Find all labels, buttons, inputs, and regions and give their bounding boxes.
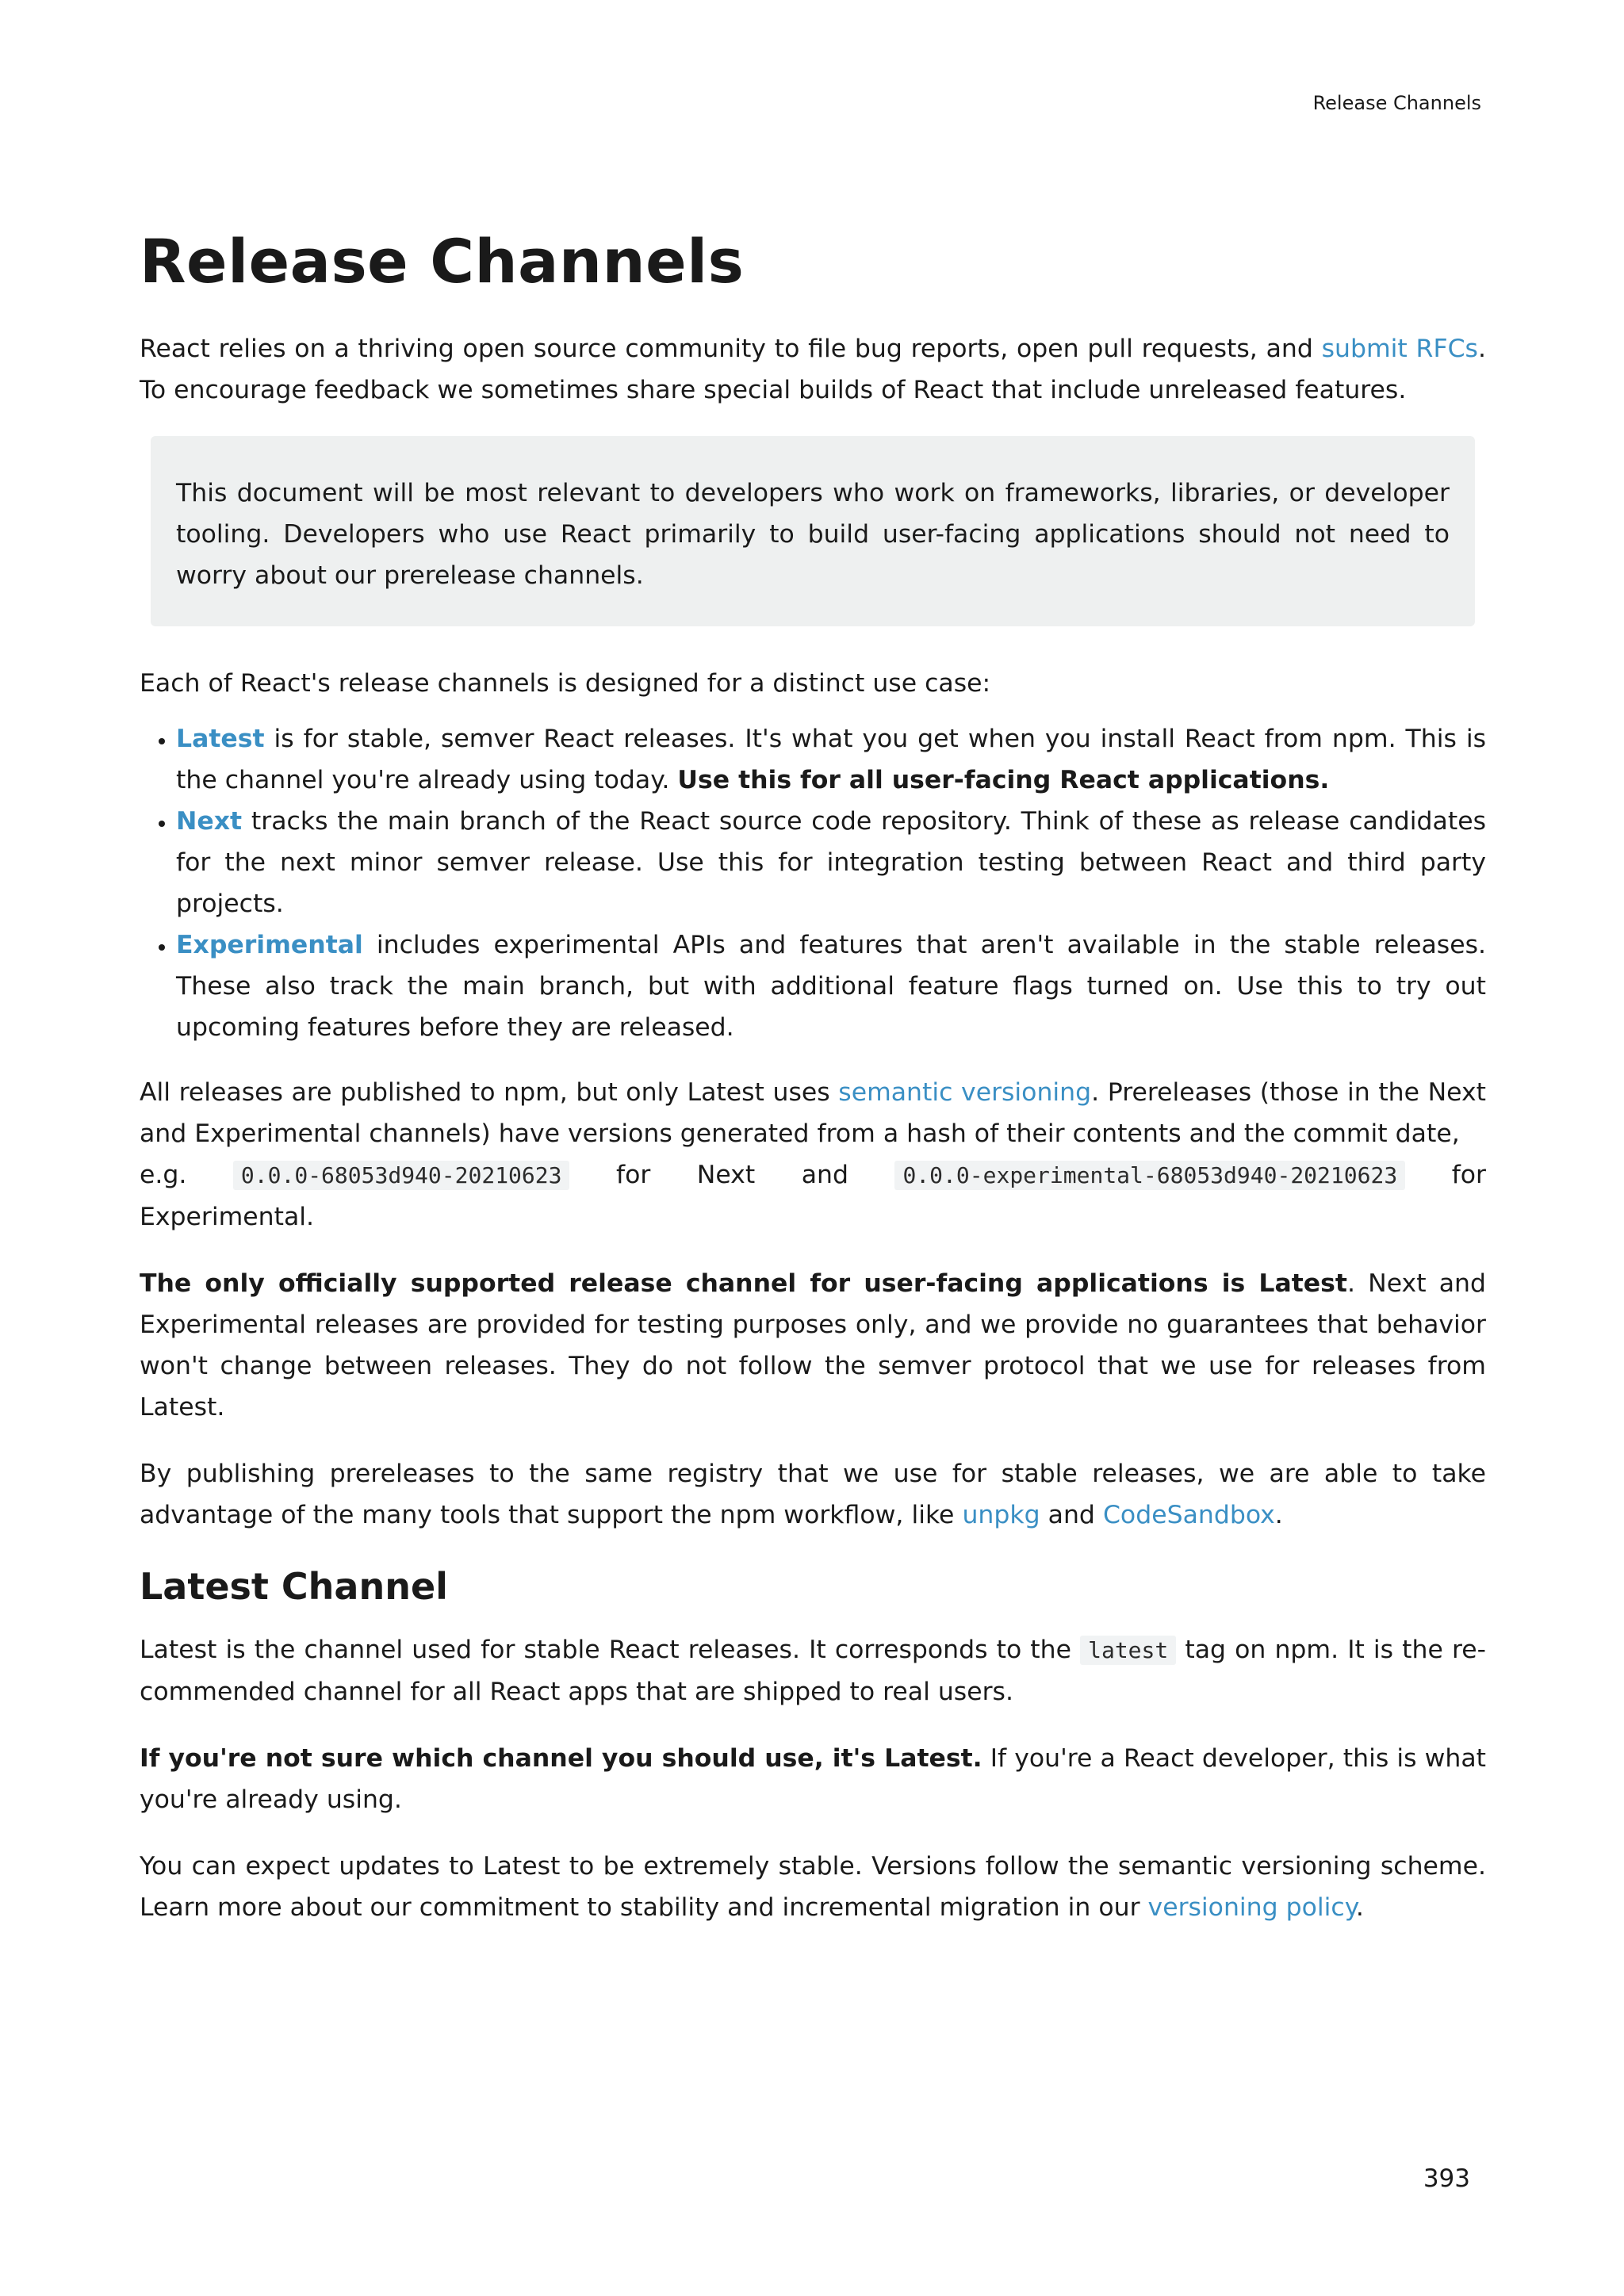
- intro-paragraph: [140, 328, 1486, 411]
- experimental-description: includes experimental APIs and features that aren't available in the stable releases. These also track the main branch, but with additional feature flags turned on. Use this to try out upcoming features before they are released.: [176, 931, 1486, 1042]
- channels-list: [140, 718, 1486, 1048]
- support-emphasis: The only officially supported release channel for user-facing applications is Latest: [140, 1269, 1347, 1298]
- latest-p2-emphasis: If you're not sure which channel you should use, it's Latest.: [140, 1744, 982, 1773]
- next-version-code: 0.0.0-68053d940-20210623: [233, 1161, 570, 1190]
- note-callout: [151, 436, 1475, 626]
- latest-channel-heading: Latest Channel: [140, 1565, 448, 1608]
- versions-text-2: . Prereleases (those in the Next and Experimental channels) have versions generated from a hash of their contents and the commit date,: [140, 1078, 1486, 1148]
- semantic-versioning-link[interactable]: semantic versioning: [838, 1078, 1092, 1107]
- channels-intro: Each of React's release channels is designed for a distinct use case:: [140, 669, 991, 698]
- latest-p1-text: Latest is the channel used for stable React releases. It corresponds to the: [140, 1636, 1081, 1664]
- support-text: . Next and Experimental releases are provided for testing purposes only, and we provide no guarantees that behavior won't change between releases. They do not follow the semver protocol that we use for releases from Latest.: [140, 1269, 1486, 1422]
- unpkg-link[interactable]: unpkg: [962, 1501, 1040, 1529]
- page-number: 393: [1423, 2164, 1470, 2193]
- experimental-version-code: 0.0.0-experimental-68053d940-20210623: [894, 1161, 1405, 1190]
- submit-rfcs-link[interactable]: submit RFCs: [1321, 335, 1478, 363]
- registry-paragraph: [140, 1453, 1486, 1536]
- intro-text-end: . To encourage feedback we sometimes share special builds of React that include unreleased features.: [140, 335, 1486, 404]
- list-item-next: [176, 801, 1486, 924]
- intro-text: React relies on a thriving open source community to file bug reports, open pull requests, and: [140, 335, 1322, 363]
- registry-and: and: [1040, 1501, 1103, 1529]
- codesandbox-link[interactable]: CodeSandbox: [1102, 1501, 1275, 1529]
- and-text: and: [801, 1161, 848, 1189]
- latest-p1-text-2: tag on npm. It is the recommended channel for all React apps that are shipped to real users.: [140, 1636, 1486, 1706]
- page-title: Release Channels: [140, 226, 745, 297]
- for-text-2: for: [1451, 1161, 1486, 1189]
- latest-paragraph-3: [140, 1846, 1486, 1928]
- for-text: for: [615, 1161, 651, 1189]
- latest-p3-text: You can expect updates to Latest to be extremely stable. Versions follow the semantic versioning scheme. Learn more about our commitment to stability and incremental migration in our: [140, 1852, 1486, 1922]
- callout-text: This document will be most relevant to developers who work on frameworks, libraries, or developer tooling. Developers who use React primarily to build user-facing applications should not need to worry about our prerelease channels.: [176, 479, 1450, 590]
- list-item-latest: [176, 718, 1486, 801]
- latest-description: is for stable, semver React releases. It's what you get when you install React from npm. This is the channel you're already using today.: [176, 725, 1486, 794]
- latest-p3-end: .: [1355, 1893, 1364, 1922]
- next-channel-link[interactable]: Next: [176, 807, 243, 836]
- next-description: tracks the main branch of the React source code repository. Think of these as release candidates for the next minor semver release. Use this for integration testing between React and third party projects.: [176, 807, 1486, 918]
- next-text: Next: [696, 1161, 756, 1189]
- support-paragraph: [140, 1263, 1486, 1428]
- versions-example-line: [140, 1154, 1486, 1196]
- list-item-experimental: [176, 924, 1486, 1048]
- latest-p2-text: If you're a React developer, this is what you're already using.: [140, 1744, 1486, 1814]
- document-body: [140, 222, 1486, 1954]
- versions-text: All releases are published to npm, but only Latest uses: [140, 1078, 839, 1107]
- versioning-policy-link[interactable]: versioning policy: [1147, 1893, 1356, 1922]
- latest-tag-code: latest: [1080, 1636, 1176, 1665]
- registry-text: By publishing prereleases to the same registry that we use for stable releases, we are able to take advantage of the many tools that support the npm workflow, like: [140, 1460, 1486, 1529]
- versions-end: Experimental.: [140, 1203, 315, 1231]
- latest-channel-link[interactable]: Latest: [176, 725, 265, 753]
- registry-end: .: [1274, 1501, 1283, 1529]
- latest-paragraph-1: [140, 1629, 1486, 1712]
- eg-text: e.g.: [140, 1161, 187, 1189]
- experimental-channel-link[interactable]: Experimental: [176, 931, 363, 959]
- running-header: Release Channels: [1312, 92, 1481, 114]
- latest-paragraph-2: [140, 1738, 1486, 1820]
- versions-paragraph: [140, 1072, 1486, 1238]
- latest-emphasis: Use this for all user-facing React applications.: [677, 766, 1330, 794]
